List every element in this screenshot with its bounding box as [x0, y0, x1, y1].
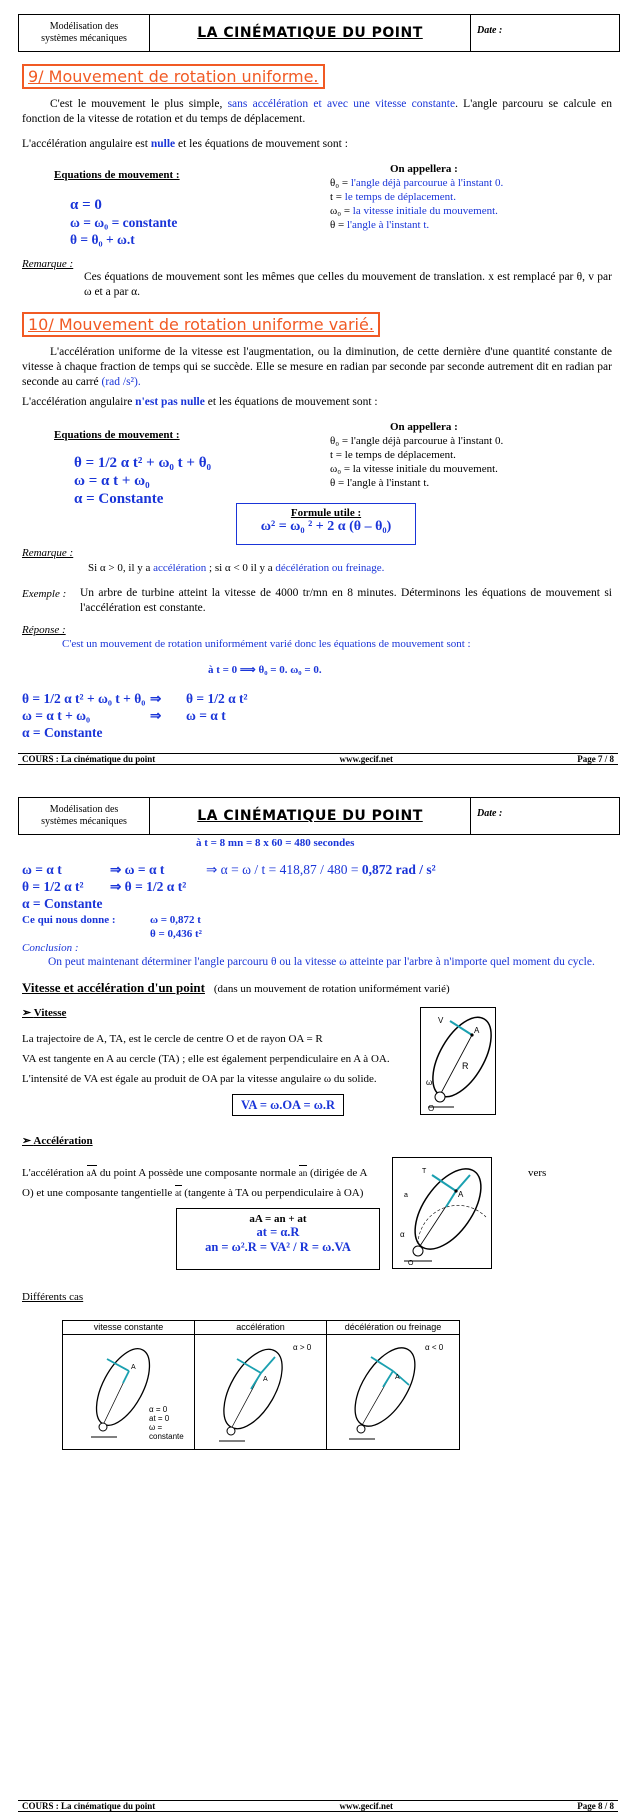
label-A: A — [131, 1364, 136, 1371]
conclusion-text: On peut maintenant déterminer l'angle parcouru θ ou la vitesse ω atteinte par l'arbre à n'importe quel moment du cycle. — [48, 956, 595, 968]
result-1-right: θ = 1/2 α t² — [186, 691, 248, 706]
normal-vector — [251, 1373, 261, 1389]
p8-eq-c1: α = Constante — [22, 896, 103, 911]
tangential-vector — [261, 1357, 275, 1373]
p8-theta-result: θ = 0,436 t² — [150, 928, 202, 940]
sec9-def-2: t = le temps de déplacement. — [330, 191, 456, 203]
footer-site: www.gecif.net — [339, 1801, 394, 1811]
sec9-remarque-text: Ces équations de mouvement sont les mêmes que celles du mouvement de translation. x est remplacé par θ, v par ω et a par α. — [84, 271, 612, 298]
footer-page: Page 8 / 8 — [577, 1801, 614, 1811]
header-subject-line2: systèmes mécaniques — [41, 33, 127, 44]
differents-cas-heading: Différents cas — [22, 1291, 84, 1303]
cond-at: at = 0 — [149, 1414, 170, 1423]
formule-utile-title: Formule utile : — [290, 507, 362, 519]
label-A: A — [263, 1376, 268, 1383]
normal-vector — [383, 1371, 393, 1387]
label-TA: T — [422, 1168, 427, 1175]
pivot-O — [435, 1092, 445, 1102]
page-header — [18, 14, 620, 52]
formule-utile-eq: ω² = ω₀ ² + 2 α (θ – θ₀) — [260, 519, 392, 534]
section-9-title: 9/ Mouvement de rotation uniforme. — [22, 64, 325, 89]
case-constant — [63, 1321, 195, 1449]
accel-line-1: L'accélération aA du point A possède une composante normale an (dirigée de A — [22, 1167, 368, 1179]
sec10-remarque-label: Remarque : — [22, 547, 74, 559]
acceleration-heading: ➢ Accélération — [22, 1135, 93, 1147]
pivot — [227, 1427, 235, 1435]
p8-eq-b2: ⇒ θ = 1/2 α t² — [110, 879, 187, 894]
header-date: Date : — [477, 25, 503, 36]
pivot-O — [413, 1246, 423, 1256]
header-subject-line2: systèmes mécaniques — [41, 816, 127, 827]
solid-outline — [212, 1340, 294, 1438]
accel-formula-1: aA = an + at — [249, 1213, 307, 1225]
vitesse-line-1: La trajectoire de A, TA, est le cercle de centre O et de rayon OA = R — [22, 1033, 323, 1045]
sec9-paragraph-1: C'est le mouvement le plus simple, sans accélération et avec une vitesse constante. L'angle parcouru se calcule en fonction de la vitesse de rotation et du temps de déplacement. — [22, 98, 613, 125]
accel-formula-box — [176, 1208, 380, 1270]
vitesse-heading: ➢ Vitesse — [22, 1007, 67, 1019]
acceleration-diagram — [392, 1157, 492, 1269]
case-deceleration — [327, 1321, 459, 1449]
label-alpha: α — [400, 1230, 405, 1239]
sec9-remarque-label: Remarque : — [22, 258, 74, 270]
cases-figure — [62, 1320, 460, 1450]
header-subject-line1: Modélisation des — [49, 804, 119, 815]
p8-omega-result: ω = 0,872 t — [150, 914, 201, 926]
sec10-paragraph-1: L'accélération uniforme de la vitesse est l'augmentation, ou la diminution, de cette dernière d'une quantité constante de vitesse à chaque fraction de temps qui se succède. Elle se mesure en radian par seconde par seconde autrement dit en radian par seconde au carré (rad /s²). — [22, 346, 612, 388]
sec10-eq-3: α = Constante — [74, 491, 164, 507]
solid-outline — [343, 1338, 427, 1436]
p8-eq-a3: ⇒ α = ω / t = 418,87 / 480 = 0,872 rad / s² — [206, 862, 436, 877]
sec10-def-3: ω₀ = la vitesse initiale du mouvement. — [330, 463, 498, 475]
case-constant-conditions — [149, 1405, 194, 1441]
result-3-left: α = Constante — [22, 725, 103, 740]
velocity-vector — [237, 1359, 261, 1373]
header-subject — [19, 798, 150, 834]
vitesse-line-3: L'intensité de VA est égale au produit de OA par la vitesse angulaire ω du solide. — [22, 1073, 377, 1085]
case-acceleration-condition: α > 0 — [293, 1343, 312, 1352]
header-subject-line1: Modélisation des — [49, 21, 119, 32]
header-subject — [19, 15, 150, 51]
sec9-def-4: θ = l'angle à l'instant t. — [330, 219, 430, 231]
header-title: LA CINÉMATIQUE DU POINT — [150, 15, 471, 51]
conclusion-label: Conclusion : — [22, 942, 79, 954]
accel-line-1-end: vers — [528, 1167, 547, 1179]
va-title-row — [22, 980, 450, 996]
accel-formula-3: an = ω².R = VA² / R = ω.VA — [205, 1240, 351, 1254]
sec10-paragraph-2: L'accélération angulaire n'est pas nulle et les équations de mouvement sont : — [22, 396, 378, 408]
sec10-eq-1: θ = 1/2 α t² + ω₀ t + θ₀ — [74, 455, 212, 471]
page-footer-2 — [18, 1800, 618, 1812]
page-header-2 — [18, 797, 620, 835]
sec10-def-4: θ = l'angle à l'instant t. — [330, 477, 430, 489]
sec9-eq-title: Equations de mouvement : — [54, 169, 180, 181]
p8-eq-b1: θ = 1/2 α t² — [22, 879, 84, 894]
p8-donne-label: Ce qui nous donne : — [22, 914, 116, 926]
sec10-def-1: θ₀ = l'angle déjà parcourue à l'instant 0. — [330, 435, 504, 447]
t8-line: à t = 8 mn = 8 x 60 = 480 secondes — [196, 837, 355, 849]
pivot — [99, 1423, 107, 1431]
vitesse-diagram — [420, 1007, 496, 1115]
label-VA: V — [438, 1016, 444, 1025]
footer-course: COURS : La cinématique du point — [22, 1801, 156, 1811]
sec10-def-2: t = le temps de déplacement. — [330, 449, 456, 461]
label-aA: a — [404, 1192, 408, 1199]
accel-line-2: O) et une composante tangentielle at (tangente à TA ou perpendiculaire à OA) — [22, 1187, 364, 1199]
p8-eq-a1: ω = α t — [22, 862, 62, 877]
page-footer — [18, 753, 618, 765]
label-O: O — [408, 1260, 414, 1267]
label-A: A — [474, 1026, 480, 1035]
case-deceleration-title: décélération ou freinage — [327, 1321, 459, 1335]
reponse-text: C'est un mouvement de rotation uniformément varié donc les équations de mouvement sont : — [62, 638, 471, 650]
va-title: Vitesse et accélération d'un point — [22, 980, 205, 995]
vitesse-formula: VA = ω.OA = ω.R — [240, 1098, 336, 1112]
case-constant-title: vitesse constante — [63, 1321, 194, 1335]
sec9-def-3: ω₀ = la vitesse initiale du mouvement. — [330, 205, 498, 217]
sec10-remarque-text: Si α > 0, il y a accélération ; si α < 0 il y a décélération ou freinage. — [88, 562, 385, 574]
header-title: LA CINÉMATIQUE DU POINT — [150, 798, 471, 834]
reponse-label: Réponse : — [22, 624, 66, 636]
case-deceleration-condition: α < 0 — [425, 1343, 444, 1352]
cond-alpha: α = 0 — [149, 1405, 168, 1414]
exemple-label: Exemple : — [22, 588, 67, 600]
sec9-paragraph-2: L'accélération angulaire est nulle et les équations de mouvement sont : — [22, 138, 348, 150]
sec10-eq-2: ω = α t + ω₀ — [74, 473, 150, 489]
label-omega: ω — [426, 1078, 433, 1087]
label-A: A — [458, 1190, 464, 1199]
sec9-eq-2: ω = ω₀ = constante — [70, 215, 178, 230]
footer-site: www.gecif.net — [339, 754, 394, 764]
vitesse-line-2: VA est tangente en A au cercle (TA) ; elle est également perpendiculaire en A à OA. — [22, 1053, 390, 1065]
section-10-title: 10/ Mouvement de rotation uniforme varié. — [22, 312, 380, 337]
va-subtitle: (dans un mouvement de rotation uniformément varié) — [213, 983, 450, 995]
pivot — [357, 1425, 365, 1433]
label-R: R — [462, 1061, 469, 1071]
result-2-right: ω = α t — [186, 708, 226, 723]
footer-page: Page 7 / 8 — [577, 754, 614, 764]
exemple-text: Un arbre de turbine atteint la vitesse de 4000 tr/mn en 8 minutes. Déterminons les équations de mouvement si l'accélération est constante. — [80, 587, 612, 614]
label-O: O — [428, 1104, 435, 1113]
result-2-left: ω = α t + ω₀ — [22, 708, 91, 723]
header-date: Date : — [477, 808, 503, 819]
p8-eq-a2: ⇒ ω = α t — [110, 862, 165, 877]
result-2-arrow: ⇒ — [150, 708, 162, 723]
sec9-def-1: θ₀ = l'angle déjà parcourue à l'instant 0. — [330, 177, 504, 189]
result-1-left: θ = 1/2 α t² + ω₀ t + θ₀ — [22, 691, 146, 706]
sec9-on-appellera: On appellera : — [390, 163, 458, 175]
vitesse-formula-box — [232, 1094, 344, 1116]
cond-omega: ω = constante — [149, 1423, 184, 1441]
sec9-eq-1: α = 0 — [70, 197, 102, 213]
case-acceleration-title: accélération — [195, 1321, 326, 1335]
result-1-arrow: ⇒ — [150, 691, 162, 706]
formule-utile-box — [236, 503, 416, 545]
init-conditions: à t = 0 ⟹ θ₀ = 0. ω₀ = 0. — [208, 664, 322, 676]
sec9-eq-3: θ = θ₀ + ω.t — [70, 232, 135, 247]
sec10-eq-title: Equations de mouvement : — [54, 429, 180, 441]
case-acceleration — [195, 1321, 327, 1449]
sec10-on-appellera: On appellera : — [390, 421, 458, 433]
label-A: A — [395, 1374, 400, 1381]
normal-vector — [123, 1371, 129, 1383]
accel-formula-2: at = α.R — [256, 1225, 300, 1239]
footer-course: COURS : La cinématique du point — [22, 754, 156, 764]
